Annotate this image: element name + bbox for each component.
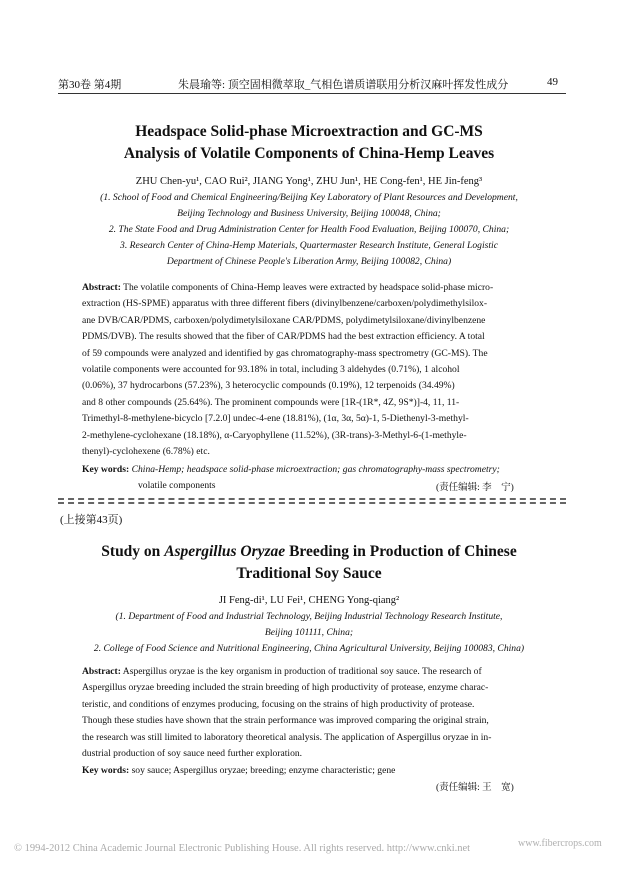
article2-abstract <box>82 664 542 762</box>
article2-keywords <box>82 763 542 779</box>
abstract-line: extraction (HS-SPME) apparatus with three different fibers (divinylbenzene/carboxen/polydimethylsilox- <box>82 298 488 310</box>
continued-note: (上接第43页) <box>60 514 123 526</box>
article1-abstract <box>82 280 542 460</box>
article1-title-line1: Headspace Solid-phase Microextraction and GC-MS <box>135 123 483 140</box>
article2-affiliation-3: 2. College of Food Science and Nutritional Engineering, China Agricultural University, Beijing 100083, China) <box>93 643 525 654</box>
abstract-line: the research was still limited to laboratory theoretical analysis. The application of Aspergillus oryzae in in- <box>82 731 492 743</box>
abstract-line: Though these studies have shown that the strain performance was improved comparing the original strain, <box>82 715 489 727</box>
article1-affiliation-4: 3. Research Center of China-Hemp Materials, Quartermaster Research Institute, General Logistic <box>120 240 498 251</box>
header-rule <box>58 93 566 94</box>
keywords-text: soy sauce; Aspergillus oryzae; breeding; enzyme characteristic; gene <box>131 765 396 776</box>
article2-affiliation-1: (1. Department of Food and Industrial Technology, Beijing Industrial Technology Research Institute, <box>115 611 503 622</box>
article2-title-line2: Traditional Soy Sauce <box>236 565 382 582</box>
article1-affiliation-5: Department of Chinese People's Liberation Army, Beijing 100082, China) <box>166 256 452 267</box>
abstract-line: 2-methylene-cyclohexane (18.18%), α-Caryophyllene (11.52%), (3R-trans)-3-Methyl-6-(1-methyle- <box>82 429 467 441</box>
keywords-text: volatile components <box>138 480 216 492</box>
abstract-line: ane DVB/CAR/PDMS, carboxen/polydimetylsiloxane CAR/PDMS, polydimetylsiloxane/divinylbenzene <box>82 314 486 326</box>
keywords-text: China-Hemp; headspace solid-phase microextraction; gas chromatography-mass spectrometry; <box>131 464 500 475</box>
abstract-line: teristic, and conditions of enzymes producing, focusing on the strains of high productivity of protease. <box>82 698 475 710</box>
abstract-line: Trimethyl-8-methylene-bicyclo [7.2.0] undec-4-ene (18.81%), (1α, 3α, 5α)-1, 5-Diethenyl-3-methyl- <box>82 413 469 425</box>
keywords-label: Key words: <box>82 464 130 475</box>
watermark: www.fibercrops.com <box>518 838 602 849</box>
article1-affiliation-2: Beijing Technology and Business University, Beijing 100048, China; <box>177 208 441 219</box>
page-number: 49 <box>547 76 558 88</box>
article2-editor: (责任编辑: 王 宽) <box>436 783 514 793</box>
article1-title-line2: Analysis of Volatile Components of China-Hemp Leaves <box>123 145 495 162</box>
abstract-line: volatile components were accounted for 93.18% in total, including 3 aldehydes (0.71%), 1 alcohol <box>82 364 460 376</box>
abstract-line: thenyl)-cyclohexene (6.78%) etc. <box>82 446 210 458</box>
abstract-line: dustrial production of soy sauce need further exploration. <box>82 748 303 760</box>
abstract-line: Aspergillus oryzae breeding included the strain breeding of high productivity of protease, enzyme charac- <box>82 682 489 694</box>
volume-issue: 第30卷 第4期 <box>58 79 122 91</box>
running-title: 朱晨瑜等: 顶空固相微萃取_气相色谱质谱联用分析汉麻叶挥发性成分 <box>178 79 509 91</box>
section-divider <box>58 502 566 504</box>
article2-authors: JI Feng-di¹, LU Fei¹, CHENG Yong-qiang² <box>218 595 400 606</box>
abstract-line: (0.06%), 37 hydrocarbons (57.23%), 3 heterocyclic compounds (0.19%), 12 terpenoids (34.49%) <box>82 380 455 392</box>
abstract-label: Abstract: <box>82 282 121 293</box>
section-divider <box>58 498 566 500</box>
abstract-label: Abstract: <box>82 666 121 677</box>
abstract-line: PDMS/DVB). The results showed that the fiber of CAR/PDMS had the best extraction efficiency. A total <box>82 331 485 343</box>
abstract-line: of 59 compounds were analyzed and identified by gas chromatography-mass spectrometry (GC-MS). The <box>82 347 488 359</box>
article2-affiliation-2: Beijing 101111, China; <box>264 627 354 638</box>
article1-affiliation-3: 2. The State Food and Drug Administration Center for Health Food Evaluation, Beijing 100070, China; <box>108 224 510 235</box>
copyright-footer: © 1994-2012 China Academic Journal Electronic Publishing House. All rights reserved. http://www.cnki.net <box>14 843 471 854</box>
article2-title-line1: Study on Aspergillus Oryzae Breeding in Production of Chinese <box>101 543 517 560</box>
keywords-label: Key words: <box>82 765 130 776</box>
article1-authors: ZHU Chen-yu¹, CAO Rui², JIANG Yong¹, ZHU Jun¹, HE Cong-fen¹, HE Jin-feng³ <box>135 176 483 187</box>
abstract-line: The volatile components of China-Hemp leaves were extracted by headspace solid-phase micro- <box>123 282 494 293</box>
abstract-line: and 8 other compounds (25.64%). The prominent compounds were [1R-(1R*, 4Z, 9S*)]-4, 11, 11- <box>82 396 460 408</box>
abstract-line: Aspergillus oryzae is the key organism in production of traditional soy sauce. The research of <box>122 666 482 677</box>
article1-affiliation-1: (1. School of Food and Chemical Engineering/Beijing Key Laboratory of Plant Resources and Development, <box>100 192 518 203</box>
article1-editor: (责任编辑: 李 宁) <box>436 483 514 493</box>
